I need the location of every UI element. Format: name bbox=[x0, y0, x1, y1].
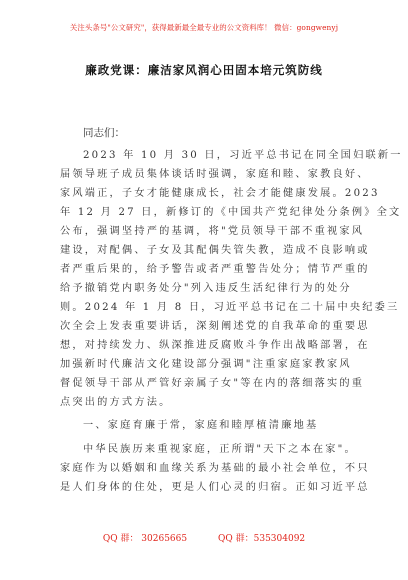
body-line: 加强新时代廉洁文化建设部分强调"注重家庭家教家风 bbox=[60, 359, 352, 370]
body-line: 建设，对配偶、子女及其配偶失管失教，造成不良影响或 bbox=[60, 245, 370, 256]
salutation: 同志们： bbox=[83, 127, 125, 139]
document-title: 廉政党课：廉洁家风润心田固本培元筑防线 bbox=[85, 63, 323, 77]
body-line: 想，对持续发力、纵深推进反腐败斗争作出战略部署，在 bbox=[60, 340, 370, 351]
body-line: 点突出的方式方法。 bbox=[60, 397, 172, 408]
body-line: 2023 年 10 月 30 日，习近平总书记在同全国妇联新一 bbox=[83, 150, 403, 161]
body-line: 公布，强调坚持严的基调，将"党员领导干部不重视家风 bbox=[60, 226, 365, 237]
body-line: 届领导班子成员集体谈话时强调，家庭和睦、家教良好、 bbox=[60, 169, 370, 180]
body-line: 中华民族历来重视家庭，正所谓"天下之本在家"。 bbox=[83, 444, 357, 455]
body-line: 督促领导干部从严管好亲属子女"等在内的落细落实的重 bbox=[60, 378, 365, 389]
section-heading: 一、家庭育廉于常，家庭和睦厚植清廉地基 bbox=[83, 420, 319, 431]
footer-contacts bbox=[0, 531, 408, 544]
body-line: 是人们身体的住处，更是人们心灵的归宿。正如习近平总 bbox=[60, 482, 370, 493]
footer-qq-group-1: QQ 群： 30265665 bbox=[102, 534, 188, 544]
body-line: 家庭作为以婚姻和血缘关系为基础的最小社会单位，不只 bbox=[60, 463, 370, 474]
footer-qq-group-2: QQ 群：535304092 bbox=[218, 534, 306, 544]
body-line: 者严重后果的，给予警告或者严重警告处分；情节严重的 bbox=[60, 264, 370, 275]
body-line: 给予撤销党内职务处分"列入违反生活纪律行为的处分 bbox=[60, 283, 352, 294]
body-line: 家风端正，子女才能健康成长，社会才能健康发展。2023 bbox=[60, 188, 380, 199]
body-line: 年 12 月 27 日，新修订的《中国共产党纪律处分条例》全文 bbox=[60, 207, 402, 218]
body-line: 则。2024 年 1 月 8 日，习近平总书记在二十届中央纪委三 bbox=[60, 302, 400, 313]
body-line: 次全会上发表重要讲话，深刻阐述党的自我革命的重要思 bbox=[60, 321, 370, 332]
top-banner-notice: 关注头条号"公文研究"，获得最新最全最专业的公文资料库！ 微信：gongwenyj bbox=[69, 23, 339, 32]
